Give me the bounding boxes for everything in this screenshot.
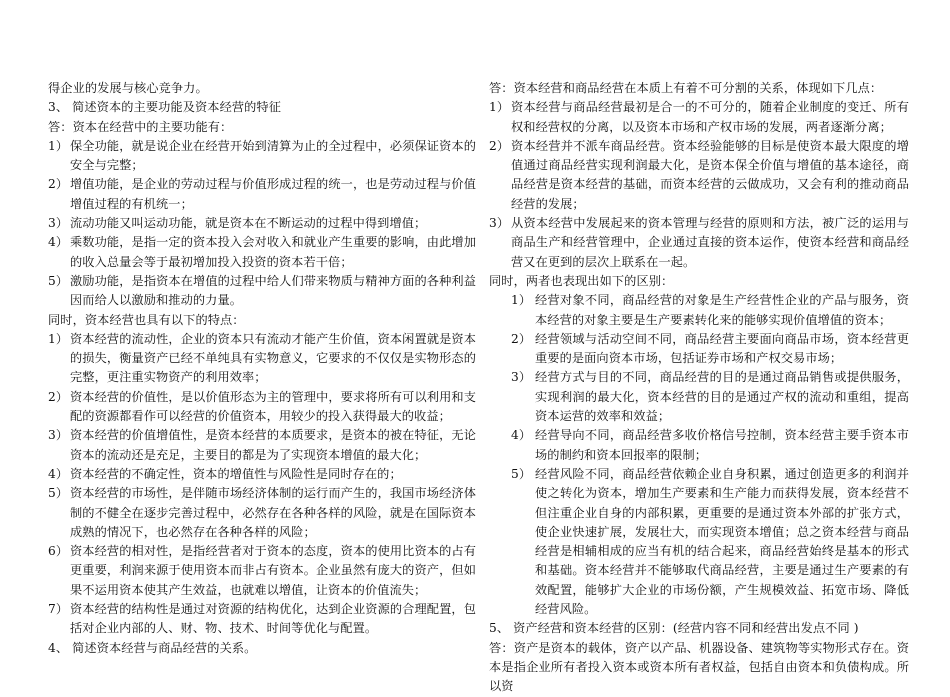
item-text: 经营导向不同，商品经营多收价格信号控制，资本经营主要手资本市场的制约和资本回报率的限制； xyxy=(535,428,909,462)
features-intro: 同时，资本经营也具有以下的特点： xyxy=(48,312,245,327)
item-number: 2） xyxy=(511,331,532,346)
list-item xyxy=(489,98,909,137)
question-4-answer-intro: 答：资本经营和商品经营在本质上有着不可分割的关系，体现如下几点： xyxy=(489,81,883,95)
item-text: 经营领域与活动空间不同，商品经营主要面向商品市场，资本经营更重要的是面向资本市场，包括证券市场和产权交易市场； xyxy=(535,331,909,366)
list-item xyxy=(489,465,909,619)
item-text: 资本经营的不确定性，资本的增值性与风险性是同时存在的； xyxy=(70,466,402,481)
list-item xyxy=(48,600,476,639)
item-number: 1） xyxy=(48,138,69,153)
intro-line: 得企业的发展与核心竞争力。 xyxy=(48,81,208,95)
item-text: 资本经营的价值性，是以价值形态为主的管理中，要求将所有可以利用和支配的资源都看作可以经营的价值资本，用较少的投入获得最大的收益； xyxy=(70,389,476,424)
list-item xyxy=(48,175,476,214)
item-text: 流动功能又叫运动功能，就是资本在不断运动的过程中得到增值； xyxy=(70,216,427,231)
list-item xyxy=(48,330,476,388)
item-number: 3） xyxy=(48,428,69,443)
item-number: 1） xyxy=(48,331,69,346)
item-text: 经营对象不同，商品经营的对象是生产经营性企业的产品与服务，资本经营的对象主要是生产要素转化来的能够实现价值增值的资本； xyxy=(535,293,909,327)
differences-list xyxy=(489,291,909,619)
list-item xyxy=(489,214,909,272)
question-4-heading: 4、 简述资本经营与商品经营的关系。 xyxy=(48,640,257,655)
item-number: 3） xyxy=(489,216,510,231)
item-number: 4） xyxy=(48,235,69,250)
list-item xyxy=(489,330,909,369)
question-5-heading: 5、 资产经营和资本经营的区别：(经营内容不同和经营出发点不同 ) xyxy=(489,621,859,636)
question-3-heading: 3、 简述资本的主要功能及资本经营的特征 xyxy=(48,100,282,115)
list-item xyxy=(48,426,476,465)
left-column xyxy=(48,79,476,658)
item-number: 2） xyxy=(48,389,69,404)
item-number: 5） xyxy=(48,273,69,288)
item-number: 2） xyxy=(489,138,510,153)
item-text: 资本经营的价值增值性，是资本经营的本质要求，是资本的被在特征，无论资本的流动还是充足，主要目的都是为了实现资本增值的最大化； xyxy=(70,428,476,462)
features-list xyxy=(48,330,476,639)
list-item xyxy=(489,368,909,426)
list-item xyxy=(489,137,909,214)
item-text: 保全功能，就是说企业在经营开始到清算为止的全过程中，必须保证资本的安全与完整； xyxy=(70,138,476,173)
list-item xyxy=(48,465,476,484)
item-text: 经营方式与目的不同，商品经营的目的是通过商品销售或提供服务，实现利润的最大化，资本经营的目的是通过产权的流动和重组，提高资本运营的效率和效益； xyxy=(535,370,909,424)
item-text: 资本经营的相对性，是指经营者对于资本的态度，资本的使用比资本的占有更重要，利润来源于使用资本而非占有资本。企业虽然有庞大的资产，但如果不运用资本使其产生效益，也就难以增值，让资本的价值流失； xyxy=(70,544,476,597)
item-text: 资本经营并不派车商品经营。资本经验能够的目标是使资本最大限度的增值通过商品经营实现利润最大化，是资本保全价值与增值的基本途径，商品经营是资本经营的基础，而资本经营的云做成功，又会有利的推动商品经营的发展； xyxy=(511,138,909,211)
item-number: 4） xyxy=(511,428,532,443)
list-item xyxy=(48,137,476,176)
list-item xyxy=(48,214,476,233)
item-number: 7） xyxy=(48,602,69,617)
list-item xyxy=(489,291,909,330)
item-number: 3） xyxy=(511,370,532,385)
differences-intro: 同时，两者也表现出如下的区别： xyxy=(489,273,674,288)
question-5-answer: 答：资产是资本的载体，资产以产品、机器设备、建筑物等实物形式存在。资本是指企业所有者投入资本或资本所有者权益，包括自由资本和负债构成。所以资 xyxy=(489,640,909,694)
list-item xyxy=(48,484,476,542)
list-item xyxy=(48,542,476,600)
item-number: 2） xyxy=(48,177,69,192)
list-item xyxy=(48,233,476,272)
question-3-answer-intro: 答：资本在经营中的主要功能有： xyxy=(48,119,233,134)
item-number: 3） xyxy=(48,216,69,231)
item-text: 乘数功能，是指一定的资本投入会对收入和就业产生重要的影响，由此增加的收入总量会等于最初增加投入投资的资本若干倍； xyxy=(70,235,476,269)
list-item xyxy=(489,426,909,465)
item-text: 资本经营与商品经营最初是合一的不可分的，随着企业制度的变迁、所有权和经营权的分离，以及资本市场和产权市场的发展，两者逐渐分离； xyxy=(511,100,909,134)
item-number: 1） xyxy=(511,293,532,308)
item-text: 激励功能，是指资本在增值的过程中给人们带来物质与精神方面的各种利益因而给人以激励和推动的力量。 xyxy=(70,273,476,308)
item-number: 5） xyxy=(48,486,69,501)
relations-list xyxy=(489,98,909,272)
item-number: 4） xyxy=(48,466,69,481)
item-number: 6） xyxy=(48,544,69,559)
right-column xyxy=(489,79,909,697)
list-item xyxy=(48,272,476,311)
item-text: 资本经营的结构性是通过对资源的结构优化，达到企业资源的合理配置，包括对企业内部的人、财、物、技术、时间等优化与配置。 xyxy=(70,602,476,636)
list-item xyxy=(48,388,476,427)
item-number: 1） xyxy=(489,100,510,115)
item-text: 增值功能，是企业的劳动过程与价值形成过程的统一，也是劳动过程与价值增值过程的有机统一； xyxy=(70,177,476,211)
item-text: 从资本经营中发展起来的资本管理与经营的原则和方法，被广泛的运用与商品生产和经营管理中，企业通过直接的资本运作，使资本经营和商品经营又在更到的层次上联系在一起。 xyxy=(511,216,909,269)
item-text: 经营风险不同，商品经营依赖企业自身积累，通过创造更多的利润并使之转化为资本，增加生产要素和生产能力而获得发展，资本经营不但注重企业自身的内部积累，更重要的是通过资本外部的扩张方式，使企业快速扩展，发展壮大，而实现资本增值；总之资本经营与商品经营是相辅相成的应当有机的结合起来，商品经营始终是基本的形式和基础。资本经营并不能够取代商品经营，主要是通过生产要素的有效配置，能够扩大企业的市场份额，产生规模效益、拓宽市场、降低经营风险。 xyxy=(535,466,909,617)
functions-list xyxy=(48,137,476,311)
item-text: 资本经营的流动性，企业的资本只有流动才能产生价值，资本闲置就是资本的损失，衡量资产已经不单纯具有实物意义，它要求的不仅仅是实物形态的完整，更注重实物资产的利用效率； xyxy=(70,331,476,385)
item-number: 5） xyxy=(511,466,532,481)
item-text: 资本经营的市场性，是伴随市场经济体制的运行而产生的，我国市场经济体制的不健全在逐步完善过程中，必然存在各种各样的风险，就是在国际资本成熟的情况下，也必然存在各种各样的风险； xyxy=(70,486,476,539)
